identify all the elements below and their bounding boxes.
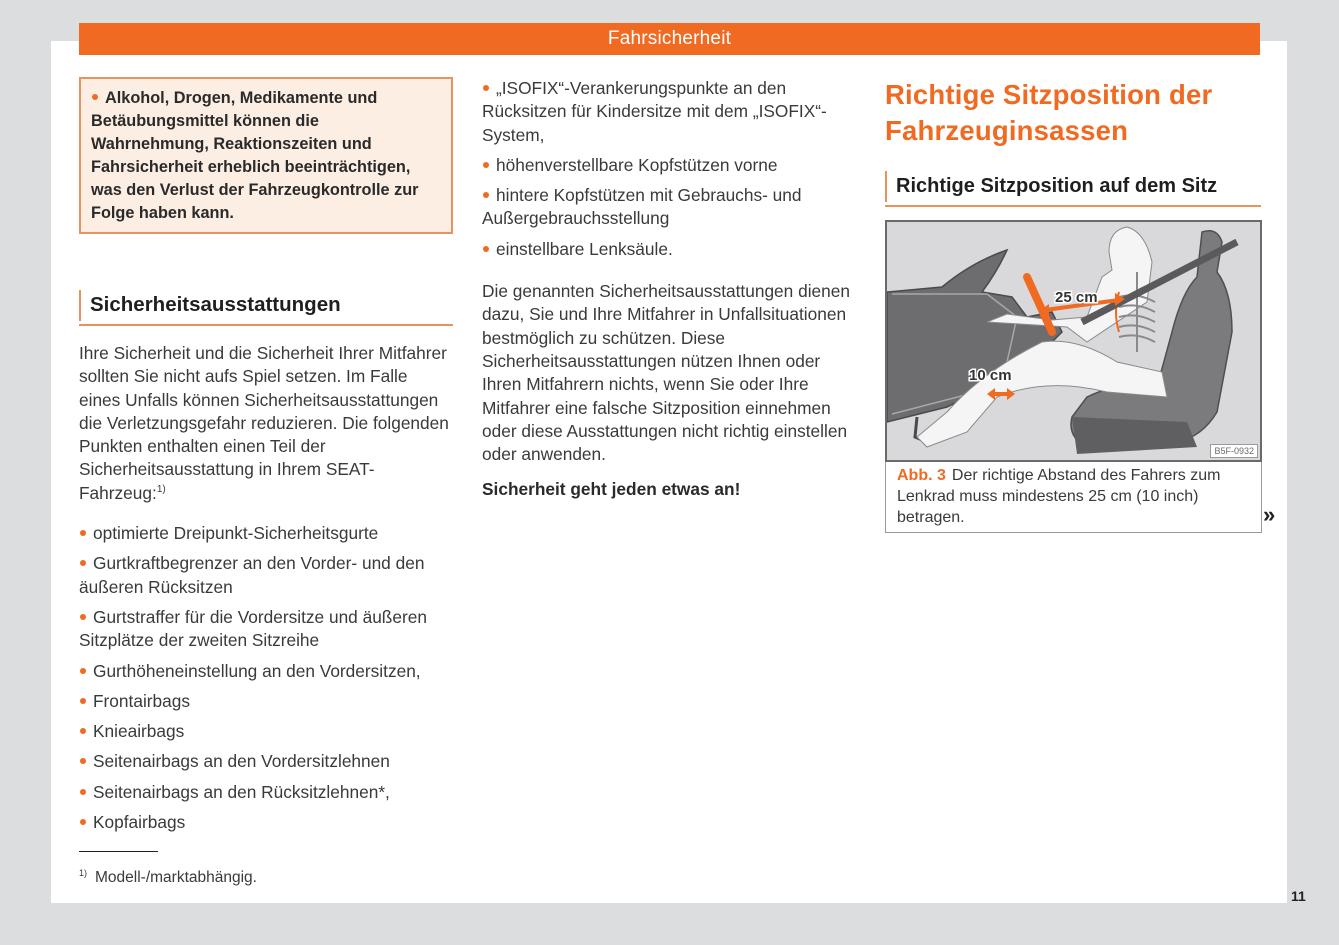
safety-equipment-list xyxy=(79,522,453,834)
bullet-icon xyxy=(92,94,98,100)
list-item: höhenverstellbare Kopfstützen vorne xyxy=(482,154,858,177)
list-item: Knieairbags xyxy=(79,720,453,743)
page-number: 11 xyxy=(1291,888,1306,904)
column-middle xyxy=(482,77,858,501)
list-item: einstellbare Lenksäule. xyxy=(482,238,858,261)
bullet-icon xyxy=(80,530,86,536)
column-left xyxy=(79,77,453,841)
footnote-divider xyxy=(79,851,158,852)
safety-equipment-list-continued xyxy=(482,77,858,261)
driver-seat-diagram-icon xyxy=(887,222,1260,460)
bullet-icon xyxy=(483,246,489,252)
seat-position-illustration xyxy=(885,220,1262,462)
chapter-header-title: Fahrsicherheit xyxy=(607,28,732,49)
footnote-text: Modell-/marktabhängig. xyxy=(95,869,257,886)
figure-label: Abb. 3 xyxy=(897,467,946,484)
chapter-title: Richtige Sitzposition der Fahrzeuginsassen xyxy=(885,79,1213,146)
section-heading-text: Richtige Sitzposition auf dem Sitz xyxy=(896,175,1218,197)
bullet-icon xyxy=(483,85,489,91)
list-item: optimierte Dreipunkt-Sicherheitsgurte xyxy=(79,522,453,545)
footnote-marker: 1) xyxy=(79,867,88,878)
bullet-icon xyxy=(80,728,86,734)
warning-text: Alkohol, Drogen, Medikamente und Betäubungsmittel können die Wahrnehmung, Reaktionszeiten und Fahrsicherheit erheblich beeinträchtigen, was den Verlust der Fahrzeugkontrolle zur Folge haben kann. xyxy=(91,89,419,222)
section-heading-text: Sicherheitsausstattungen xyxy=(90,293,341,316)
bullet-icon xyxy=(80,789,86,795)
bullet-icon xyxy=(80,614,86,620)
bullet-icon xyxy=(80,758,86,764)
label-10cm: 10 cm xyxy=(969,367,1012,384)
list-item: Frontairbags xyxy=(79,690,453,713)
bullet-icon xyxy=(483,192,489,198)
footnote-reference[interactable]: 1) xyxy=(156,484,166,496)
column-right xyxy=(885,77,1261,207)
bullet-icon xyxy=(80,668,86,674)
list-item: hintere Kopfstützen mit Gebrauchs- und Außergebrauchsstellung xyxy=(482,185,802,229)
bullet-icon xyxy=(80,698,86,704)
footnote xyxy=(79,868,257,888)
intro-paragraph xyxy=(79,342,453,505)
intro-text: Ihre Sicherheit und die Sicherheit Ihrer Mitfahrer sollten Sie nicht aufs Spiel setzen. Im Falle eines Unfalls können Sicherheitsausstattungen die Verletzungsgefahr reduzieren. Die folgenden Punkten enthalten einen Teil der Sicherheitsausstattung in Ihrem SEAT-Fahrzeug: xyxy=(79,343,449,503)
label-25cm: 25 cm xyxy=(1055,289,1098,306)
list-item: Kopfairbags xyxy=(79,811,453,834)
bullet-icon xyxy=(80,819,86,825)
list-item: Gurtstraffer für die Vordersitze und äußeren Sitzplätze der zweiten Sitzreihe xyxy=(79,606,427,651)
section-heading-sitzposition xyxy=(885,169,1261,207)
list-item: Gurtkraftbegrenzer an den Vorder- und den äußeren Rücksitzen xyxy=(79,553,425,597)
bullet-icon xyxy=(80,560,86,566)
continue-arrow-icon: » xyxy=(1263,502,1276,527)
list-item: Seitenairbags an den Vordersitzlehnen xyxy=(79,750,453,773)
section-heading-sicherheitsausstattungen xyxy=(79,288,453,326)
list-item: „ISOFIX“-Verankerungspunkte an den Rücksitzen für Kindersitze mit dem „ISOFIX“-System, xyxy=(482,78,827,145)
bullet-icon xyxy=(483,162,489,168)
safety-slogan: Sicherheit geht jeden etwas an! xyxy=(482,479,741,500)
chapter-header-bar xyxy=(79,23,1260,55)
figure-caption xyxy=(885,462,1262,533)
explanation-paragraph: Die genannten Sicherheitsausstattungen dienen dazu, Sie und Ihre Mitfahrer in Unfallsituationen bestmöglich zu schützen. Diese Sicherheitsausstattungen nützen Ihnen oder Ihren Mitfahrern nichts, wenn Sie oder Ihre Mitfahrer eine falsche Sitzposition einnehmen oder diese Ausstattungen nicht richtig einstellen oder anwenden. xyxy=(482,281,850,465)
figure-caption-text: Der richtige Abstand des Fahrers zum Lenkrad muss mindestens 25 cm (10 inch) betragen. xyxy=(897,467,1221,526)
warning-box xyxy=(79,77,453,234)
list-item: Gurthöheneinstellung an den Vordersitzen, xyxy=(79,660,453,683)
figure-code: B5F-0932 xyxy=(1210,444,1258,458)
list-item: Seitenairbags an den Rücksitzlehnen*, xyxy=(79,781,453,804)
